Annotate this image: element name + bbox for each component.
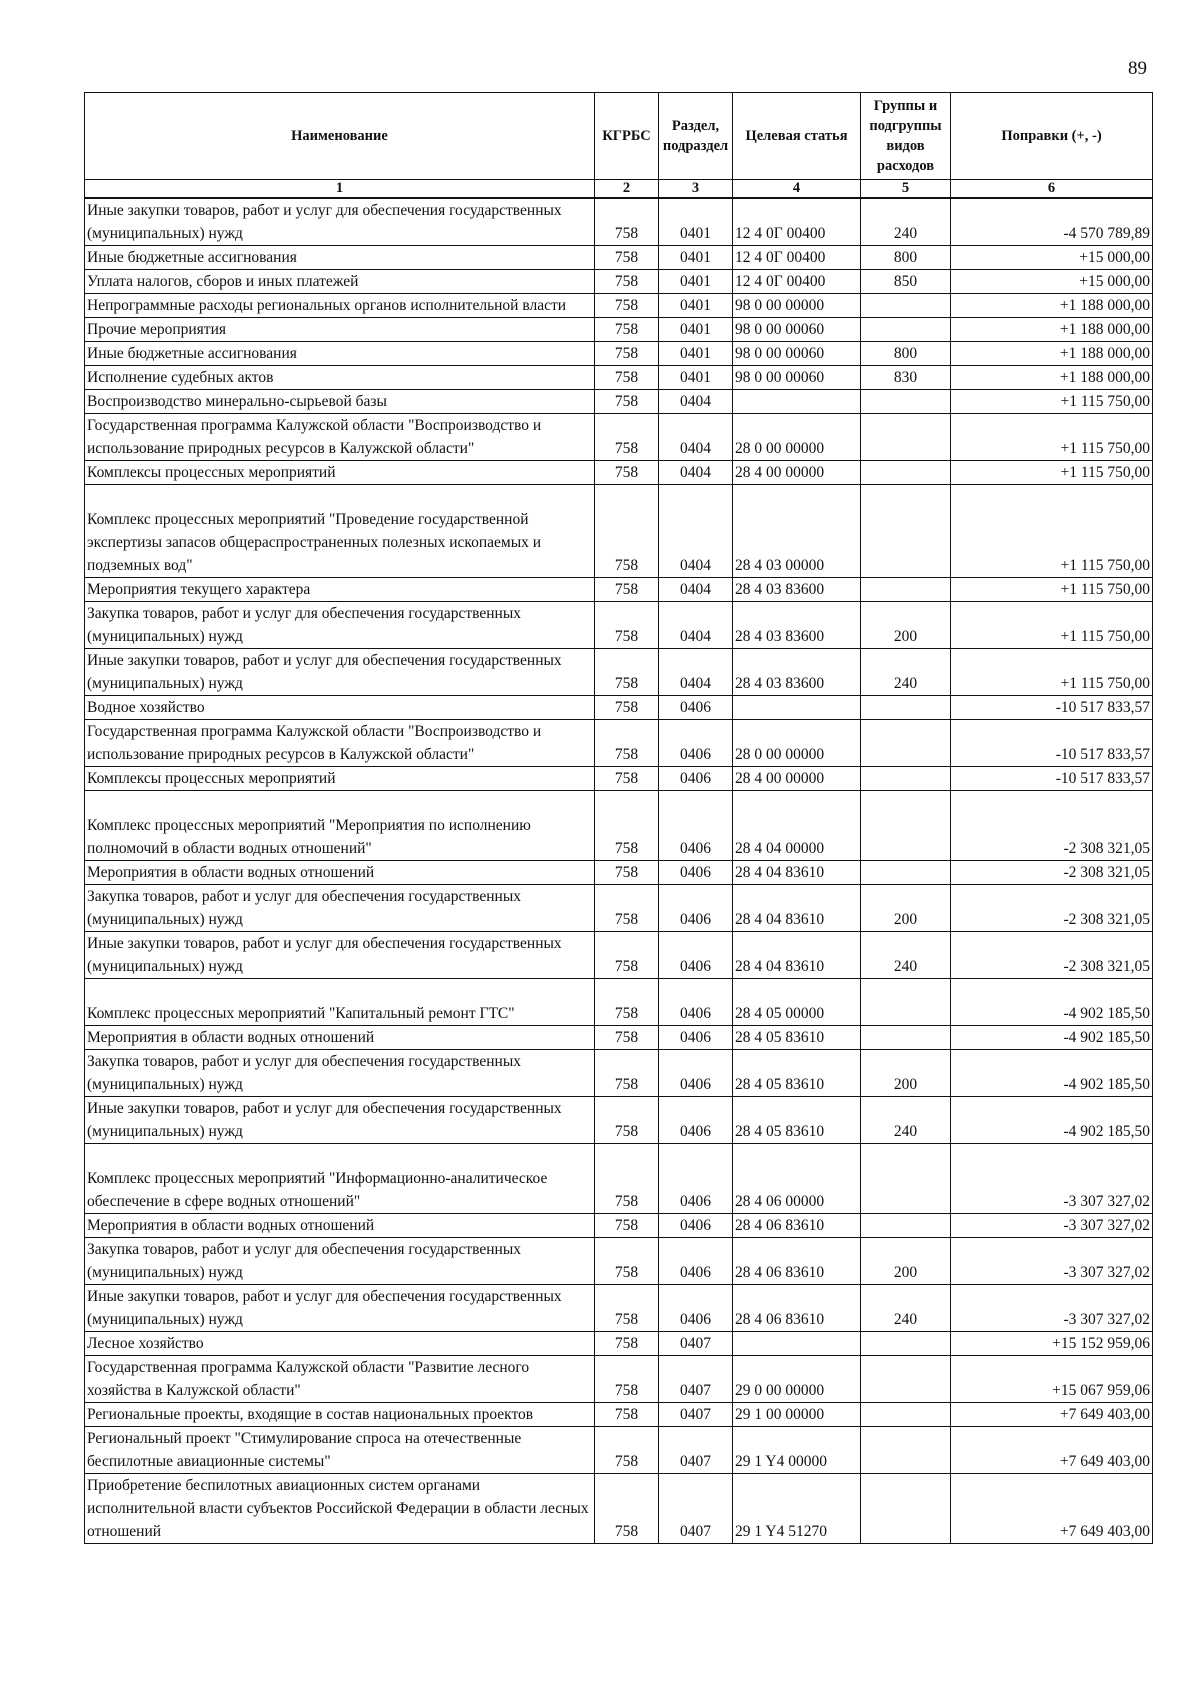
row-kgrbs: 758 bbox=[595, 791, 659, 861]
row-kgrbs: 758 bbox=[595, 602, 659, 649]
column-number: 6 bbox=[951, 180, 1153, 199]
row-section: 0407 bbox=[659, 1427, 733, 1474]
table-row bbox=[85, 1356, 1153, 1403]
row-group: 200 bbox=[861, 1238, 951, 1285]
row-group: 240 bbox=[861, 1097, 951, 1144]
row-amount: +1 188 000,00 bbox=[951, 366, 1153, 390]
row-section: 0407 bbox=[659, 1474, 733, 1544]
table-row bbox=[85, 696, 1153, 720]
row-target: 28 4 06 83610 bbox=[733, 1285, 861, 1332]
column-number: 1 bbox=[85, 180, 595, 199]
row-group bbox=[861, 861, 951, 885]
row-group bbox=[861, 1403, 951, 1427]
row-name: Иные закупки товаров, работ и услуг для обеспечения государственных (муниципальных) нужд bbox=[85, 649, 595, 696]
table-row bbox=[85, 390, 1153, 414]
row-amount: -4 902 185,50 bbox=[951, 979, 1153, 1026]
row-section: 0406 bbox=[659, 979, 733, 1026]
row-kgrbs: 758 bbox=[595, 578, 659, 602]
row-kgrbs: 758 bbox=[595, 1214, 659, 1238]
row-target: 28 0 00 00000 bbox=[733, 720, 861, 767]
row-kgrbs: 758 bbox=[595, 696, 659, 720]
row-group: 200 bbox=[861, 602, 951, 649]
table-row bbox=[85, 1214, 1153, 1238]
row-section: 0404 bbox=[659, 485, 733, 578]
row-name: Иные бюджетные ассигнования bbox=[85, 342, 595, 366]
row-name: Мероприятия текущего характера bbox=[85, 578, 595, 602]
row-section: 0406 bbox=[659, 1214, 733, 1238]
row-amount: +7 649 403,00 bbox=[951, 1403, 1153, 1427]
row-name: Лесное хозяйство bbox=[85, 1332, 595, 1356]
row-target: 98 0 00 00060 bbox=[733, 318, 861, 342]
row-target bbox=[733, 696, 861, 720]
row-amount: -2 308 321,05 bbox=[951, 861, 1153, 885]
table-row bbox=[85, 932, 1153, 979]
table-row bbox=[85, 979, 1153, 1026]
row-group bbox=[861, 979, 951, 1026]
table-row bbox=[85, 246, 1153, 270]
row-name: Иные бюджетные ассигнования bbox=[85, 246, 595, 270]
row-kgrbs: 758 bbox=[595, 390, 659, 414]
row-group bbox=[861, 696, 951, 720]
row-name: Иные закупки товаров, работ и услуг для обеспечения государственных (муниципальных) нужд bbox=[85, 1285, 595, 1332]
row-kgrbs: 758 bbox=[595, 979, 659, 1026]
row-kgrbs: 758 bbox=[595, 485, 659, 578]
row-amount: -2 308 321,05 bbox=[951, 932, 1153, 979]
row-amount: +7 649 403,00 bbox=[951, 1474, 1153, 1544]
row-section: 0407 bbox=[659, 1403, 733, 1427]
row-section: 0401 bbox=[659, 246, 733, 270]
row-group bbox=[861, 1474, 951, 1544]
row-name: Закупка товаров, работ и услуг для обеспечения государственных (муниципальных) нужд bbox=[85, 602, 595, 649]
row-kgrbs: 758 bbox=[595, 1097, 659, 1144]
row-group bbox=[861, 791, 951, 861]
row-kgrbs: 758 bbox=[595, 767, 659, 791]
row-amount: -4 902 185,50 bbox=[951, 1050, 1153, 1097]
table-row bbox=[85, 1285, 1153, 1332]
row-target: 29 1 00 00000 bbox=[733, 1403, 861, 1427]
row-section: 0404 bbox=[659, 578, 733, 602]
header-name: Наименование bbox=[85, 93, 595, 180]
row-group bbox=[861, 318, 951, 342]
row-name: Закупка товаров, работ и услуг для обеспечения государственных (муниципальных) нужд bbox=[85, 1238, 595, 1285]
table-row bbox=[85, 198, 1153, 246]
row-target: 28 4 03 00000 bbox=[733, 485, 861, 578]
row-name: Водное хозяйство bbox=[85, 696, 595, 720]
row-amount: -4 902 185,50 bbox=[951, 1097, 1153, 1144]
row-kgrbs: 758 bbox=[595, 932, 659, 979]
row-group: 200 bbox=[861, 885, 951, 932]
table-row bbox=[85, 1026, 1153, 1050]
table-row bbox=[85, 649, 1153, 696]
row-name: Комплекс процессных мероприятий "Мероприятия по исполнению полномочий в области водных отношений" bbox=[85, 791, 595, 861]
row-target: 98 0 00 00060 bbox=[733, 366, 861, 390]
row-target: 12 4 0Г 00400 bbox=[733, 198, 861, 246]
budget-table bbox=[84, 92, 1153, 1544]
row-amount: -4 902 185,50 bbox=[951, 1026, 1153, 1050]
row-kgrbs: 758 bbox=[595, 294, 659, 318]
row-name: Закупка товаров, работ и услуг для обеспечения государственных (муниципальных) нужд bbox=[85, 885, 595, 932]
row-target: 28 4 03 83600 bbox=[733, 578, 861, 602]
row-name: Иные закупки товаров, работ и услуг для обеспечения государственных (муниципальных) нужд bbox=[85, 198, 595, 246]
row-section: 0401 bbox=[659, 294, 733, 318]
row-amount: -2 308 321,05 bbox=[951, 885, 1153, 932]
row-section: 0407 bbox=[659, 1356, 733, 1403]
row-name: Мероприятия в области водных отношений bbox=[85, 1026, 595, 1050]
row-target: 28 4 03 83600 bbox=[733, 649, 861, 696]
table-row bbox=[85, 294, 1153, 318]
row-target: 28 4 05 83610 bbox=[733, 1097, 861, 1144]
row-kgrbs: 758 bbox=[595, 318, 659, 342]
table-row bbox=[85, 885, 1153, 932]
row-target: 28 4 04 83610 bbox=[733, 885, 861, 932]
row-name: Комплексы процессных мероприятий bbox=[85, 461, 595, 485]
row-amount: +1 115 750,00 bbox=[951, 578, 1153, 602]
table-row bbox=[85, 342, 1153, 366]
row-name: Комплекс процессных мероприятий "Проведение государственной экспертизы запасов общераспространенных полезных ископаемых и подземных вод" bbox=[85, 485, 595, 578]
row-target: 12 4 0Г 00400 bbox=[733, 246, 861, 270]
row-target: 28 4 06 83610 bbox=[733, 1214, 861, 1238]
table-row bbox=[85, 791, 1153, 861]
table-row bbox=[85, 461, 1153, 485]
row-amount: -10 517 833,57 bbox=[951, 720, 1153, 767]
table-row bbox=[85, 1097, 1153, 1144]
row-group bbox=[861, 461, 951, 485]
table-row bbox=[85, 485, 1153, 578]
row-kgrbs: 758 bbox=[595, 1356, 659, 1403]
row-name: Государственная программа Калужской области "Воспроизводство и использование природных ресурсов в Калужской области" bbox=[85, 720, 595, 767]
table-row bbox=[85, 1403, 1153, 1427]
row-kgrbs: 758 bbox=[595, 461, 659, 485]
row-amount: -2 308 321,05 bbox=[951, 791, 1153, 861]
row-name: Комплекс процессных мероприятий "Капитальный ремонт ГТС" bbox=[85, 979, 595, 1026]
table-row bbox=[85, 1238, 1153, 1285]
row-target: 28 4 05 83610 bbox=[733, 1050, 861, 1097]
table-row bbox=[85, 1050, 1153, 1097]
table-body bbox=[85, 198, 1153, 1544]
row-group bbox=[861, 294, 951, 318]
row-name: Мероприятия в области водных отношений bbox=[85, 861, 595, 885]
row-section: 0406 bbox=[659, 1026, 733, 1050]
row-group: 240 bbox=[861, 1285, 951, 1332]
row-section: 0406 bbox=[659, 1144, 733, 1214]
row-amount: +15 067 959,06 bbox=[951, 1356, 1153, 1403]
row-amount: -10 517 833,57 bbox=[951, 767, 1153, 791]
row-target: 28 4 05 00000 bbox=[733, 979, 861, 1026]
row-name: Комплекс процессных мероприятий "Информационно-аналитическое обеспечение в сфере водных отношений" bbox=[85, 1144, 595, 1214]
row-section: 0406 bbox=[659, 885, 733, 932]
row-section: 0406 bbox=[659, 767, 733, 791]
row-name: Государственная программа Калужской области "Развитие лесного хозяйства в Калужской области" bbox=[85, 1356, 595, 1403]
row-amount: -10 517 833,57 bbox=[951, 696, 1153, 720]
row-section: 0404 bbox=[659, 649, 733, 696]
row-target: 28 4 04 00000 bbox=[733, 791, 861, 861]
row-amount: +1 115 750,00 bbox=[951, 649, 1153, 696]
row-kgrbs: 758 bbox=[595, 270, 659, 294]
row-group bbox=[861, 485, 951, 578]
row-kgrbs: 758 bbox=[595, 414, 659, 461]
row-group: 200 bbox=[861, 1050, 951, 1097]
table-row bbox=[85, 767, 1153, 791]
row-name: Исполнение судебных актов bbox=[85, 366, 595, 390]
row-section: 0406 bbox=[659, 932, 733, 979]
row-section: 0407 bbox=[659, 1332, 733, 1356]
column-number: 3 bbox=[659, 180, 733, 199]
table-row bbox=[85, 861, 1153, 885]
row-group bbox=[861, 1427, 951, 1474]
row-group bbox=[861, 1332, 951, 1356]
row-kgrbs: 758 bbox=[595, 1427, 659, 1474]
row-group bbox=[861, 1356, 951, 1403]
row-target: 98 0 00 00060 bbox=[733, 342, 861, 366]
row-kgrbs: 758 bbox=[595, 861, 659, 885]
row-target: 29 1 Y4 00000 bbox=[733, 1427, 861, 1474]
row-section: 0401 bbox=[659, 318, 733, 342]
row-section: 0406 bbox=[659, 1050, 733, 1097]
row-group bbox=[861, 578, 951, 602]
page-number: 89 bbox=[1128, 58, 1147, 79]
row-group: 240 bbox=[861, 198, 951, 246]
row-target: 28 0 00 00000 bbox=[733, 414, 861, 461]
row-target: 28 4 05 83610 bbox=[733, 1026, 861, 1050]
row-section: 0404 bbox=[659, 461, 733, 485]
row-kgrbs: 758 bbox=[595, 1474, 659, 1544]
row-section: 0406 bbox=[659, 696, 733, 720]
row-kgrbs: 758 bbox=[595, 1403, 659, 1427]
row-target: 12 4 0Г 00400 bbox=[733, 270, 861, 294]
header-section: Раздел, подраздел bbox=[659, 93, 733, 180]
row-name: Комплексы процессных мероприятий bbox=[85, 767, 595, 791]
table-row bbox=[85, 578, 1153, 602]
row-target: 28 4 06 00000 bbox=[733, 1144, 861, 1214]
row-amount: -3 307 327,02 bbox=[951, 1285, 1153, 1332]
row-amount: -3 307 327,02 bbox=[951, 1238, 1153, 1285]
row-target: 28 4 00 00000 bbox=[733, 461, 861, 485]
row-target: 29 1 Y4 51270 bbox=[733, 1474, 861, 1544]
table-row bbox=[85, 1474, 1153, 1544]
row-kgrbs: 758 bbox=[595, 1026, 659, 1050]
row-kgrbs: 758 bbox=[595, 1332, 659, 1356]
row-kgrbs: 758 bbox=[595, 246, 659, 270]
row-name: Прочие мероприятия bbox=[85, 318, 595, 342]
row-section: 0404 bbox=[659, 414, 733, 461]
table-row bbox=[85, 318, 1153, 342]
row-kgrbs: 758 bbox=[595, 1050, 659, 1097]
row-amount: -3 307 327,02 bbox=[951, 1214, 1153, 1238]
row-group bbox=[861, 414, 951, 461]
table-row bbox=[85, 270, 1153, 294]
row-amount: +1 115 750,00 bbox=[951, 414, 1153, 461]
header-target: Целевая статья bbox=[733, 93, 861, 180]
row-kgrbs: 758 bbox=[595, 720, 659, 767]
column-number: 4 bbox=[733, 180, 861, 199]
row-amount: +15 000,00 bbox=[951, 246, 1153, 270]
row-name: Мероприятия в области водных отношений bbox=[85, 1214, 595, 1238]
row-kgrbs: 758 bbox=[595, 885, 659, 932]
row-section: 0401 bbox=[659, 342, 733, 366]
row-section: 0406 bbox=[659, 861, 733, 885]
row-target: 28 4 03 83600 bbox=[733, 602, 861, 649]
row-kgrbs: 758 bbox=[595, 198, 659, 246]
row-kgrbs: 758 bbox=[595, 1285, 659, 1332]
row-name: Непрограммные расходы региональных органов исполнительной власти bbox=[85, 294, 595, 318]
row-target: 29 0 00 00000 bbox=[733, 1356, 861, 1403]
row-amount: +1 188 000,00 bbox=[951, 342, 1153, 366]
row-section: 0406 bbox=[659, 1285, 733, 1332]
row-group: 240 bbox=[861, 932, 951, 979]
row-kgrbs: 758 bbox=[595, 342, 659, 366]
row-amount: +1 115 750,00 bbox=[951, 390, 1153, 414]
table-row bbox=[85, 1332, 1153, 1356]
header-kgrbs: КГРБС bbox=[595, 93, 659, 180]
row-group bbox=[861, 1026, 951, 1050]
row-kgrbs: 758 bbox=[595, 1238, 659, 1285]
header-amendments: Поправки (+, -) bbox=[951, 93, 1153, 180]
row-section: 0406 bbox=[659, 791, 733, 861]
row-amount: -4 570 789,89 bbox=[951, 198, 1153, 246]
row-kgrbs: 758 bbox=[595, 649, 659, 696]
row-section: 0406 bbox=[659, 1238, 733, 1285]
row-section: 0401 bbox=[659, 198, 733, 246]
row-group: 850 bbox=[861, 270, 951, 294]
row-amount: +1 188 000,00 bbox=[951, 294, 1153, 318]
row-target: 28 4 06 83610 bbox=[733, 1238, 861, 1285]
row-amount: -3 307 327,02 bbox=[951, 1144, 1153, 1214]
row-target: 98 0 00 00000 bbox=[733, 294, 861, 318]
row-section: 0401 bbox=[659, 366, 733, 390]
column-number: 5 bbox=[861, 180, 951, 199]
row-amount: +7 649 403,00 bbox=[951, 1427, 1153, 1474]
row-group bbox=[861, 390, 951, 414]
table-row bbox=[85, 366, 1153, 390]
row-section: 0406 bbox=[659, 1097, 733, 1144]
row-name: Иные закупки товаров, работ и услуг для обеспечения государственных (муниципальных) нужд bbox=[85, 1097, 595, 1144]
row-group bbox=[861, 1214, 951, 1238]
row-amount: +1 188 000,00 bbox=[951, 318, 1153, 342]
row-group bbox=[861, 1144, 951, 1214]
row-kgrbs: 758 bbox=[595, 1144, 659, 1214]
row-group: 800 bbox=[861, 342, 951, 366]
row-amount: +15 000,00 bbox=[951, 270, 1153, 294]
row-section: 0404 bbox=[659, 390, 733, 414]
row-group bbox=[861, 720, 951, 767]
row-target bbox=[733, 1332, 861, 1356]
row-name: Иные закупки товаров, работ и услуг для обеспечения государственных (муниципальных) нужд bbox=[85, 932, 595, 979]
row-section: 0401 bbox=[659, 270, 733, 294]
row-name: Региональные проекты, входящие в состав национальных проектов bbox=[85, 1403, 595, 1427]
row-group: 800 bbox=[861, 246, 951, 270]
table-row bbox=[85, 720, 1153, 767]
table-row bbox=[85, 1144, 1153, 1214]
row-target: 28 4 00 00000 bbox=[733, 767, 861, 791]
row-target: 28 4 04 83610 bbox=[733, 861, 861, 885]
row-name: Уплата налогов, сборов и иных платежей bbox=[85, 270, 595, 294]
row-amount: +1 115 750,00 bbox=[951, 485, 1153, 578]
row-name: Закупка товаров, работ и услуг для обеспечения государственных (муниципальных) нужд bbox=[85, 1050, 595, 1097]
row-amount: +15 152 959,06 bbox=[951, 1332, 1153, 1356]
row-amount: +1 115 750,00 bbox=[951, 461, 1153, 485]
table-row bbox=[85, 1427, 1153, 1474]
row-section: 0404 bbox=[659, 602, 733, 649]
row-section: 0406 bbox=[659, 720, 733, 767]
row-kgrbs: 758 bbox=[595, 366, 659, 390]
row-amount: +1 115 750,00 bbox=[951, 602, 1153, 649]
row-name: Государственная программа Калужской области "Воспроизводство и использование природных ресурсов в Калужской области" bbox=[85, 414, 595, 461]
header-groups: Группы и подгруппы видов расходов bbox=[861, 93, 951, 180]
row-name: Приобретение беспилотных авиационных систем органами исполнительной власти субъектов Российской Федерации в области лесных отношений bbox=[85, 1474, 595, 1544]
row-group: 830 bbox=[861, 366, 951, 390]
row-target: 28 4 04 83610 bbox=[733, 932, 861, 979]
column-number: 2 bbox=[595, 180, 659, 199]
row-group bbox=[861, 767, 951, 791]
row-name: Региональный проект "Стимулирование спроса на отечественные беспилотные авиационные системы" bbox=[85, 1427, 595, 1474]
table-row bbox=[85, 414, 1153, 461]
row-name: Воспроизводство минерально-сырьевой базы bbox=[85, 390, 595, 414]
table-row bbox=[85, 602, 1153, 649]
row-group: 240 bbox=[861, 649, 951, 696]
row-target bbox=[733, 390, 861, 414]
